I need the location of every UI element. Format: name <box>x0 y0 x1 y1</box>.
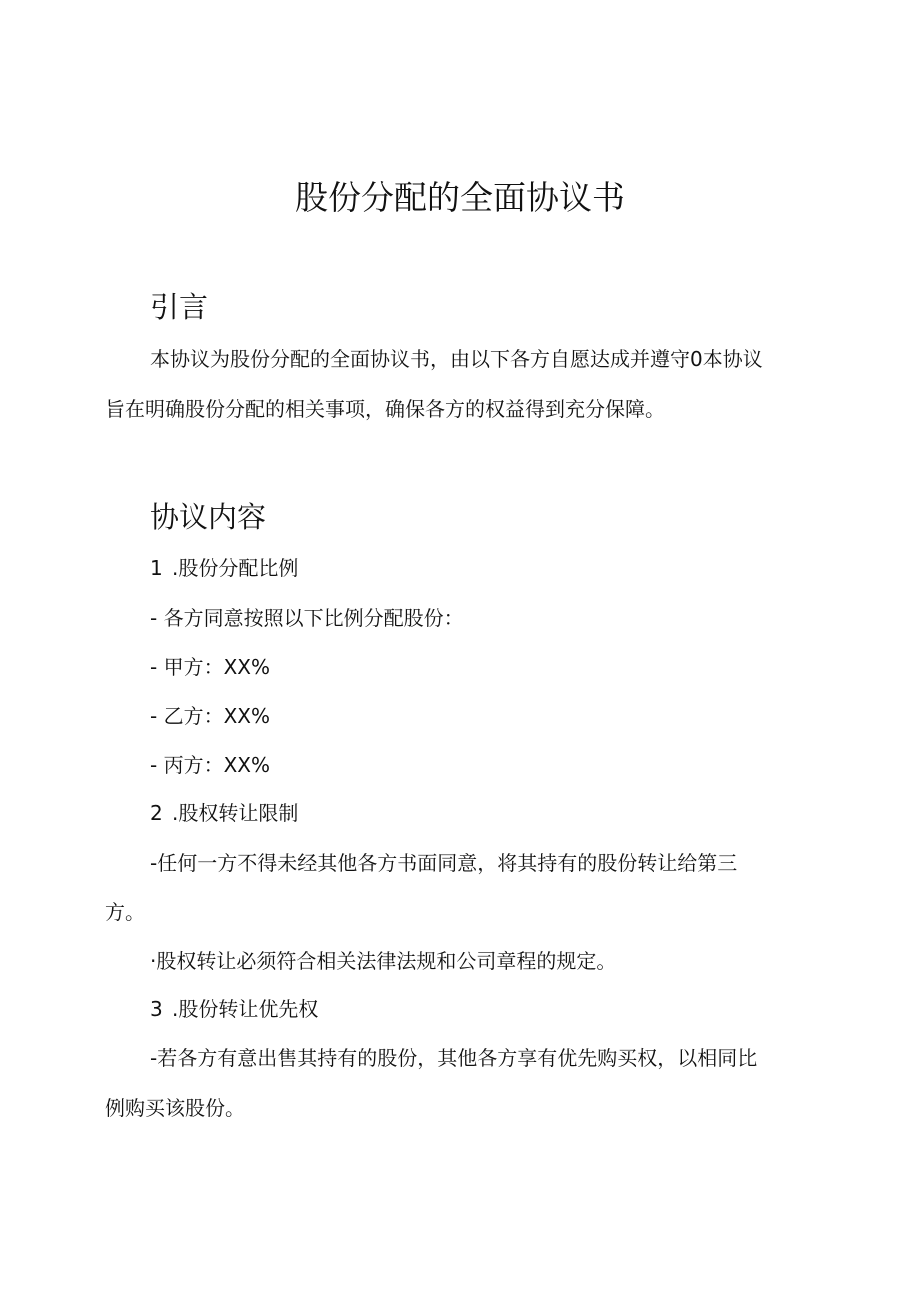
section-1-title <box>150 553 298 583</box>
document-title: 股份分配的全面协议书 <box>295 178 625 217</box>
section-1-party-a: - 甲方：XX% <box>150 655 270 679</box>
section-2-title-text: .股权转让限制 <box>172 801 299 825</box>
intro-heading: 引言 <box>150 290 209 324</box>
section-1-lead: - 各方同意按照以下比例分配股份： <box>150 606 464 630</box>
section-1-number: 1 <box>150 556 163 580</box>
section-2-line-2: 方。 <box>105 900 145 924</box>
section-3-line-2: 例购买该股份。 <box>105 1096 245 1120</box>
section-1-party-b: - 乙方：XX% <box>150 704 270 728</box>
section-2-title <box>150 798 298 828</box>
section-1-party-c: - 丙方：XX% <box>150 753 270 777</box>
section-1-title-text: .股份分配比例 <box>172 556 299 580</box>
section-3-line-1: -若各方有意出售其持有的股份，其他各方享有优先购买权，以相同比 <box>150 1046 758 1070</box>
content-heading: 协议内容 <box>150 500 267 534</box>
section-3-number: 3 <box>150 997 163 1021</box>
section-2-line-1: -任何一方不得未经其他各方书面同意，将其持有的股份转让给第三 <box>150 851 738 875</box>
section-2-number: 2 <box>150 801 163 825</box>
section-3-title-text: .股份转让优先权 <box>172 997 319 1021</box>
intro-paragraph-line-2: 旨在明确股份分配的相关事项，确保各方的权益得到充分保障。 <box>105 397 665 421</box>
section-2-line-3: ·股权转让必须符合相关法律法规和公司章程的规定。 <box>150 949 617 973</box>
section-3-title <box>150 994 318 1024</box>
intro-paragraph-line-1: 本协议为股份分配的全面协议书，由以下各方自愿达成并遵守0本协议 <box>150 347 763 371</box>
